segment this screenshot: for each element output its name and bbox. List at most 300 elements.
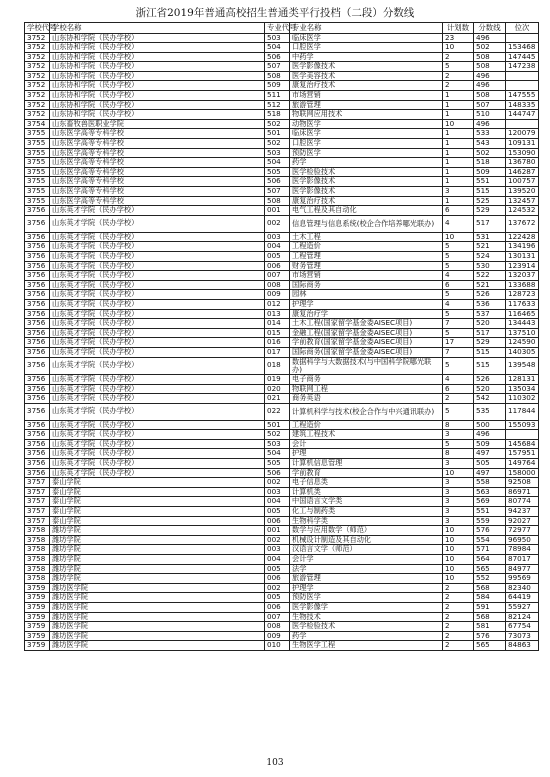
table-row: [25, 535, 539, 545]
rank-cell: 146287: [506, 167, 539, 177]
school-name-cell: 泰山学院: [50, 487, 265, 497]
table-row: [25, 158, 539, 168]
score-cell: 520: [474, 384, 506, 394]
plan-cell: 4: [443, 215, 474, 232]
rank-cell: 132037: [506, 271, 539, 281]
school-code-cell: 3752: [25, 52, 50, 62]
score-cell: 502: [474, 43, 506, 53]
major-name-cell: 数据科学与大数据技术(与中国科学院哪光联办): [290, 357, 443, 374]
major-name-cell: 临床医学: [290, 129, 443, 139]
major-name-cell: 康复治疗技术: [290, 81, 443, 91]
school-name-cell: 山东协和学院（民办学校）: [50, 91, 265, 101]
school-code-cell: 3756: [25, 242, 50, 252]
school-name-cell: 泰山学院: [50, 478, 265, 488]
score-cell: 496: [474, 81, 506, 91]
rank-cell: 84863: [506, 641, 539, 651]
plan-cell: 1: [443, 196, 474, 206]
major-code-cell: 009: [265, 631, 290, 641]
table-row: [25, 43, 539, 53]
score-cell: 526: [474, 290, 506, 300]
plan-cell: 10: [443, 564, 474, 574]
plan-cell: 2: [443, 612, 474, 622]
table-row: [25, 110, 539, 120]
school-code-cell: 3752: [25, 33, 50, 43]
plan-cell: 10: [443, 555, 474, 565]
score-cell: 542: [474, 394, 506, 404]
rank-cell: 139520: [506, 187, 539, 197]
school-name-cell: 山东医学高等专科学校: [50, 196, 265, 206]
major-code-cell: 503: [265, 148, 290, 158]
rank-cell: 73073: [506, 631, 539, 641]
score-cell: 564: [474, 555, 506, 565]
plan-cell: 2: [443, 81, 474, 91]
plan-cell: 2: [443, 641, 474, 651]
rank-cell: 78984: [506, 545, 539, 555]
rank-cell: 124590: [506, 338, 539, 348]
rank-cell: 137672: [506, 215, 539, 232]
school-code-cell: 3759: [25, 602, 50, 612]
major-code-cell: 001: [265, 206, 290, 216]
major-name-cell: 医学美容技术: [290, 71, 443, 81]
plan-cell: 1: [443, 139, 474, 149]
score-cell: 517: [474, 328, 506, 338]
rank-cell: 86971: [506, 487, 539, 497]
score-cell: 529: [474, 338, 506, 348]
score-cell: 508: [474, 62, 506, 72]
rank-cell: 148335: [506, 100, 539, 110]
major-name-cell: 商务英语: [290, 394, 443, 404]
score-cell: 507: [474, 100, 506, 110]
major-name-cell: 法学: [290, 564, 443, 574]
school-code-cell: 3752: [25, 91, 50, 101]
plan-cell: 2: [443, 593, 474, 603]
school-code-cell: 3756: [25, 403, 50, 420]
plan-cell: 2: [443, 622, 474, 632]
plan-cell: 23: [443, 33, 474, 43]
major-code-cell: 507: [265, 187, 290, 197]
major-code-cell: 502: [265, 119, 290, 129]
plan-cell: 6: [443, 206, 474, 216]
score-cell: 524: [474, 251, 506, 261]
major-name-cell: 中国语言文学类: [290, 497, 443, 507]
header-rank: 位次: [506, 23, 539, 34]
major-name-cell: 口腔医学: [290, 139, 443, 149]
table-row: [25, 374, 539, 384]
score-cell: 500: [474, 420, 506, 430]
plan-cell: 1: [443, 129, 474, 139]
major-code-cell: 501: [265, 129, 290, 139]
major-code-cell: 002: [265, 478, 290, 488]
major-name-cell: 计算机信息管理: [290, 459, 443, 469]
rank-cell: 117844: [506, 403, 539, 420]
page-number: 103: [266, 758, 284, 768]
rank-cell: 96950: [506, 535, 539, 545]
score-cell: 510: [474, 110, 506, 120]
major-code-cell: 504: [265, 158, 290, 168]
table-row: [25, 545, 539, 555]
major-name-cell: 医学检验技术: [290, 622, 443, 632]
school-code-cell: 3756: [25, 338, 50, 348]
major-name-cell: 护理: [290, 449, 443, 459]
major-code-cell: 504: [265, 43, 290, 53]
score-cell: 569: [474, 497, 506, 507]
major-code-cell: 009: [265, 290, 290, 300]
school-code-cell: 3756: [25, 328, 50, 338]
school-code-cell: 3752: [25, 71, 50, 81]
rank-cell: 134443: [506, 319, 539, 329]
plan-cell: 5: [443, 62, 474, 72]
score-cell: 563: [474, 487, 506, 497]
major-name-cell: 计算机类: [290, 487, 443, 497]
school-code-cell: 3756: [25, 420, 50, 430]
school-name-cell: 山东英才学院（民办学校）: [50, 290, 265, 300]
table-row: [25, 62, 539, 72]
major-name-cell: 医学检验技术: [290, 167, 443, 177]
plan-cell: 5: [443, 290, 474, 300]
score-cell: 551: [474, 507, 506, 517]
rank-cell: 144747: [506, 110, 539, 120]
plan-cell: 2: [443, 602, 474, 612]
score-cell: 518: [474, 158, 506, 168]
major-code-cell: 017: [265, 347, 290, 357]
school-name-cell: 山东英才学院（民办学校）: [50, 347, 265, 357]
plan-cell: 5: [443, 328, 474, 338]
table-row: [25, 602, 539, 612]
major-code-cell: 504: [265, 449, 290, 459]
school-code-cell: 3759: [25, 593, 50, 603]
major-name-cell: 临床医学: [290, 33, 443, 43]
score-cell: 568: [474, 612, 506, 622]
major-code-cell: 020: [265, 384, 290, 394]
table-row: [25, 593, 539, 603]
rank-cell: 84977: [506, 564, 539, 574]
major-name-cell: 会计: [290, 439, 443, 449]
major-name-cell: 康复治疗技术: [290, 196, 443, 206]
major-code-cell: 503: [265, 33, 290, 43]
school-name-cell: 山东英才学院（民办学校）: [50, 309, 265, 319]
major-code-cell: 502: [265, 430, 290, 440]
plan-cell: 3: [443, 430, 474, 440]
school-name-cell: 山东英才学院（民办学校）: [50, 430, 265, 440]
school-name-cell: 潍坊医学院: [50, 631, 265, 641]
major-name-cell: 预防医学: [290, 148, 443, 158]
major-name-cell: 医学影像技术: [290, 62, 443, 72]
table-row: [25, 497, 539, 507]
major-name-cell: 国际商务: [290, 280, 443, 290]
major-code-cell: 506: [265, 52, 290, 62]
table-row: [25, 299, 539, 309]
major-code-cell: 502: [265, 139, 290, 149]
school-name-cell: 潍坊医学院: [50, 583, 265, 593]
school-code-cell: 3756: [25, 261, 50, 271]
school-name-cell: 山东英才学院（民办学校）: [50, 299, 265, 309]
table-row: [25, 631, 539, 641]
major-name-cell: 金融工程(国家留学基金委AISEC项目): [290, 328, 443, 338]
rank-cell: 80774: [506, 497, 539, 507]
major-code-cell: 005: [265, 507, 290, 517]
major-code-cell: 006: [265, 516, 290, 526]
school-name-cell: 山东协和学院（民办学校）: [50, 81, 265, 91]
table-row: [25, 516, 539, 526]
school-code-cell: 3759: [25, 622, 50, 632]
plan-cell: 3: [443, 507, 474, 517]
school-code-cell: 3756: [25, 251, 50, 261]
school-name-cell: 潍坊学院: [50, 564, 265, 574]
school-name-cell: 山东英才学院（民办学校）: [50, 328, 265, 338]
plan-cell: 2: [443, 583, 474, 593]
score-cell: 496: [474, 430, 506, 440]
rank-cell: 147445: [506, 52, 539, 62]
rank-cell: 145684: [506, 439, 539, 449]
table-row: [25, 622, 539, 632]
rank-cell: 147238: [506, 62, 539, 72]
score-cell: 552: [474, 574, 506, 584]
major-name-cell: 市场营销: [290, 91, 443, 101]
major-code-cell: 008: [265, 622, 290, 632]
school-name-cell: 山东英才学院（民办学校）: [50, 459, 265, 469]
table-row: [25, 357, 539, 374]
table-row: [25, 564, 539, 574]
rank-cell: 92508: [506, 478, 539, 488]
table-row: [25, 468, 539, 478]
major-code-cell: 008: [265, 280, 290, 290]
score-cell: 526: [474, 374, 506, 384]
school-name-cell: 山东协和学院（民办学校）: [50, 52, 265, 62]
major-name-cell: 医学影像技术: [290, 177, 443, 187]
school-name-cell: 山东英才学院（民办学校）: [50, 261, 265, 271]
major-code-cell: 507: [265, 62, 290, 72]
admission-score-table: [24, 22, 539, 651]
rank-cell: 153468: [506, 43, 539, 53]
plan-cell: 1: [443, 177, 474, 187]
school-code-cell: 3752: [25, 62, 50, 72]
plan-cell: 3: [443, 187, 474, 197]
score-cell: 536: [474, 299, 506, 309]
major-name-cell: 土木工程(国家留学基金委AISEC项目): [290, 319, 443, 329]
rank-cell: 130131: [506, 251, 539, 261]
score-cell: 584: [474, 593, 506, 603]
score-cell: 535: [474, 403, 506, 420]
score-cell: 496: [474, 71, 506, 81]
school-name-cell: 山东协和学院（民办学校）: [50, 33, 265, 43]
rank-cell: 99569: [506, 574, 539, 584]
major-name-cell: 生物技术: [290, 612, 443, 622]
school-code-cell: 3756: [25, 232, 50, 242]
rank-cell: 153090: [506, 148, 539, 158]
score-cell: 571: [474, 545, 506, 555]
rank-cell: 157951: [506, 449, 539, 459]
major-name-cell: 信息管理与信息系统(校企合作培养哪光联办): [290, 215, 443, 232]
plan-cell: 1: [443, 158, 474, 168]
score-cell: 559: [474, 516, 506, 526]
school-code-cell: 3756: [25, 290, 50, 300]
header-school-code: 学校代号: [25, 23, 50, 34]
major-name-cell: 康复治疗学: [290, 309, 443, 319]
major-code-cell: 007: [265, 612, 290, 622]
school-code-cell: 3756: [25, 459, 50, 469]
table-header-row: [25, 23, 539, 34]
school-code-cell: 3756: [25, 309, 50, 319]
plan-cell: 10: [443, 232, 474, 242]
major-code-cell: 511: [265, 91, 290, 101]
school-name-cell: 山东英才学院（民办学校）: [50, 319, 265, 329]
major-name-cell: 口腔医学: [290, 43, 443, 53]
school-code-cell: 3756: [25, 271, 50, 281]
school-code-cell: 3755: [25, 187, 50, 197]
score-cell: 533: [474, 129, 506, 139]
table-row: [25, 338, 539, 348]
major-name-cell: 数学与应用数学（师范）: [290, 526, 443, 536]
score-cell: 520: [474, 319, 506, 329]
school-name-cell: 山东英才学院（民办学校）: [50, 384, 265, 394]
major-code-cell: 505: [265, 459, 290, 469]
score-cell: 497: [474, 468, 506, 478]
rank-cell: 158000: [506, 468, 539, 478]
school-name-cell: 山东医学高等专科学校: [50, 187, 265, 197]
school-code-cell: 3756: [25, 384, 50, 394]
school-name-cell: 山东英才学院（民办学校）: [50, 280, 265, 290]
major-code-cell: 013: [265, 309, 290, 319]
school-name-cell: 山东英才学院（民办学校）: [50, 357, 265, 374]
rank-cell: 133688: [506, 280, 539, 290]
major-code-cell: 508: [265, 71, 290, 81]
plan-cell: 1: [443, 148, 474, 158]
rank-cell: 82124: [506, 612, 539, 622]
score-cell: 508: [474, 91, 506, 101]
score-cell: 530: [474, 261, 506, 271]
school-name-cell: 山东协和学院（民办学校）: [50, 100, 265, 110]
plan-cell: 5: [443, 242, 474, 252]
major-name-cell: 计算机科学与技术(校企合作与中兴通讯联办): [290, 403, 443, 420]
school-code-cell: 3755: [25, 167, 50, 177]
school-name-cell: 山东协和学院（民办学校）: [50, 110, 265, 120]
school-name-cell: 潍坊医学院: [50, 612, 265, 622]
major-name-cell: 医学影像技术: [290, 187, 443, 197]
plan-cell: 10: [443, 468, 474, 478]
plan-cell: 2: [443, 394, 474, 404]
table-row: [25, 206, 539, 216]
school-name-cell: 山东医学高等专科学校: [50, 177, 265, 187]
school-name-cell: 山东英才学院（民办学校）: [50, 420, 265, 430]
school-code-cell: 3755: [25, 139, 50, 149]
rank-cell: 128131: [506, 374, 539, 384]
score-cell: 515: [474, 357, 506, 374]
rank-cell: 139548: [506, 357, 539, 374]
school-name-cell: 山东畜牧兽医职业学院: [50, 119, 265, 129]
school-name-cell: 山东英才学院（民办学校）: [50, 439, 265, 449]
score-cell: 522: [474, 271, 506, 281]
plan-cell: 4: [443, 374, 474, 384]
score-cell: 496: [474, 119, 506, 129]
table-row: [25, 290, 539, 300]
school-code-cell: 3757: [25, 507, 50, 517]
rank-cell: 116465: [506, 309, 539, 319]
plan-cell: 3: [443, 459, 474, 469]
plan-cell: 8: [443, 449, 474, 459]
score-cell: 509: [474, 439, 506, 449]
school-code-cell: 3756: [25, 439, 50, 449]
major-code-cell: 002: [265, 535, 290, 545]
major-name-cell: 生物科学类: [290, 516, 443, 526]
school-name-cell: 潍坊学院: [50, 535, 265, 545]
school-name-cell: 潍坊医学院: [50, 602, 265, 612]
rank-cell: 149764: [506, 459, 539, 469]
rank-cell: 100757: [506, 177, 539, 187]
school-code-cell: 3758: [25, 535, 50, 545]
table-row: [25, 574, 539, 584]
plan-cell: 10: [443, 526, 474, 536]
rank-cell: 67754: [506, 622, 539, 632]
school-name-cell: 山东英才学院（民办学校）: [50, 232, 265, 242]
school-name-cell: 山东医学高等专科学校: [50, 158, 265, 168]
major-code-cell: 508: [265, 196, 290, 206]
school-code-cell: 3759: [25, 612, 50, 622]
major-code-cell: 015: [265, 328, 290, 338]
school-name-cell: 山东协和学院（民办学校）: [50, 71, 265, 81]
school-name-cell: 山东英才学院（民办学校）: [50, 374, 265, 384]
major-name-cell: 汉语言文学（师范）: [290, 545, 443, 555]
plan-cell: 4: [443, 271, 474, 281]
major-name-cell: 学前教育: [290, 468, 443, 478]
major-name-cell: 园林: [290, 290, 443, 300]
school-name-cell: 山东英才学院（民办学校）: [50, 394, 265, 404]
school-name-cell: 山东医学高等专科学校: [50, 167, 265, 177]
major-code-cell: 006: [265, 574, 290, 584]
major-name-cell: 学前教育(国家留学基金委AISEC项目): [290, 338, 443, 348]
rank-cell: 147555: [506, 91, 539, 101]
rank-cell: 123914: [506, 261, 539, 271]
major-code-cell: 505: [265, 167, 290, 177]
rank-cell: 134196: [506, 242, 539, 252]
rank-cell: 122428: [506, 232, 539, 242]
rank-cell: 117633: [506, 299, 539, 309]
major-name-cell: 工程造价: [290, 420, 443, 430]
school-code-cell: 3756: [25, 280, 50, 290]
school-name-cell: 泰山学院: [50, 516, 265, 526]
plan-cell: 5: [443, 261, 474, 271]
major-code-cell: 004: [265, 555, 290, 565]
school-code-cell: 3756: [25, 347, 50, 357]
table-body: [25, 33, 539, 650]
school-code-cell: 3755: [25, 177, 50, 187]
table-row: [25, 459, 539, 469]
school-name-cell: 山东英才学院（民办学校）: [50, 403, 265, 420]
school-code-cell: 3756: [25, 206, 50, 216]
major-code-cell: 018: [265, 357, 290, 374]
score-cell: 576: [474, 526, 506, 536]
school-code-cell: 3756: [25, 468, 50, 478]
school-name-cell: 潍坊医学院: [50, 641, 265, 651]
major-code-cell: 005: [265, 251, 290, 261]
score-cell: 529: [474, 206, 506, 216]
score-cell: 565: [474, 564, 506, 574]
major-code-cell: 012: [265, 299, 290, 309]
major-code-cell: 019: [265, 374, 290, 384]
rank-cell: 55927: [506, 602, 539, 612]
school-name-cell: 潍坊医学院: [50, 622, 265, 632]
table-row: [25, 251, 539, 261]
major-code-cell: 501: [265, 420, 290, 430]
table-row: [25, 319, 539, 329]
major-name-cell: 药学: [290, 158, 443, 168]
school-name-cell: 潍坊医学院: [50, 593, 265, 603]
school-name-cell: 潍坊学院: [50, 526, 265, 536]
plan-cell: 5: [443, 357, 474, 374]
table-row: [25, 271, 539, 281]
school-code-cell: 3759: [25, 631, 50, 641]
score-cell: 558: [474, 478, 506, 488]
major-code-cell: 006: [265, 261, 290, 271]
